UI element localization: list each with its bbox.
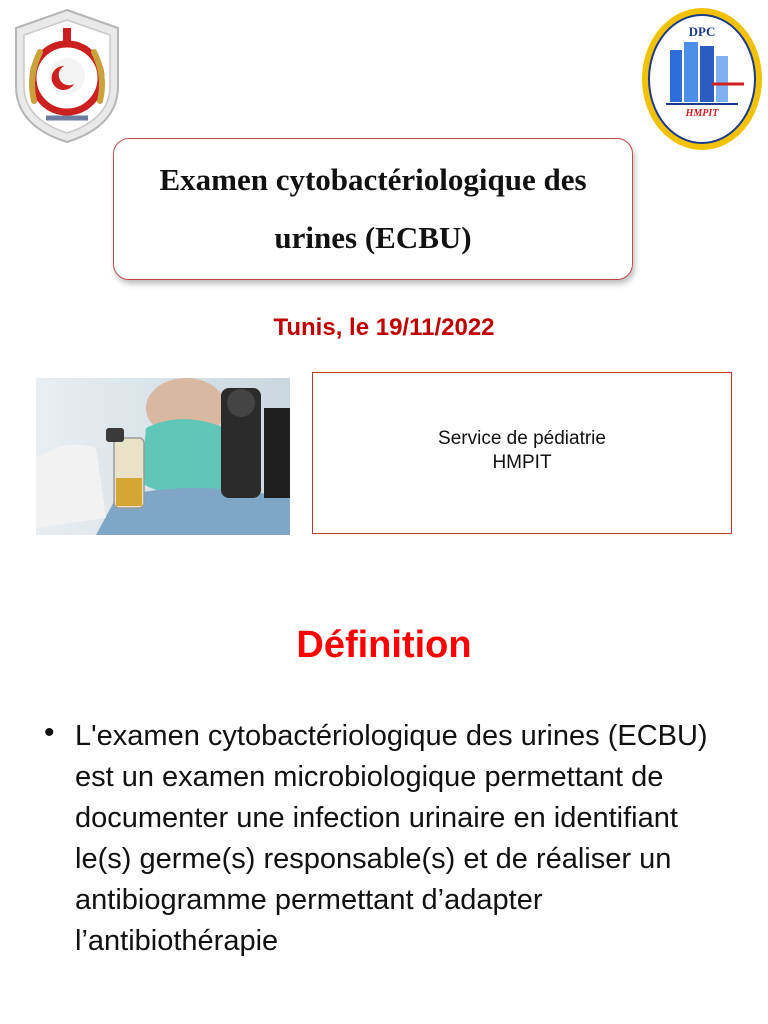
- section-title: Définition: [296, 624, 472, 666]
- military-emblem-logo: [6, 6, 128, 146]
- date-line: Tunis, le 19/11/2022: [273, 314, 495, 341]
- dpc-hmpit-logo: [640, 6, 764, 152]
- page-title: Examen cytobactériologique des urines (ECBU): [159, 162, 587, 255]
- service-line1: Service de pédiatrie: [438, 428, 606, 449]
- military-emblem-icon: [6, 6, 128, 146]
- definition-text: L'examen cytobactériologique des urines (ECBU) est un examen microbiologique permettant de documenter une infection urinaire en identifiant le(s) germe(s) responsable(s) et de réaliser un antibiogramme permettant d’adapter l’antibiothérapie: [75, 720, 708, 957]
- dpc-letters: DPC: [688, 24, 716, 39]
- definition-list-item: [44, 716, 724, 962]
- bullet-icon: •: [44, 716, 55, 749]
- service-line2: HMPIT: [492, 452, 552, 473]
- lab-technician-photo: [36, 378, 290, 535]
- dpc-logo-icon: [640, 6, 764, 152]
- lab-photo-icon: [36, 378, 290, 535]
- service-text: [313, 427, 731, 475]
- dpc-caption: HMPIT: [685, 108, 719, 119]
- title-box: [113, 138, 633, 280]
- service-box: [312, 372, 732, 534]
